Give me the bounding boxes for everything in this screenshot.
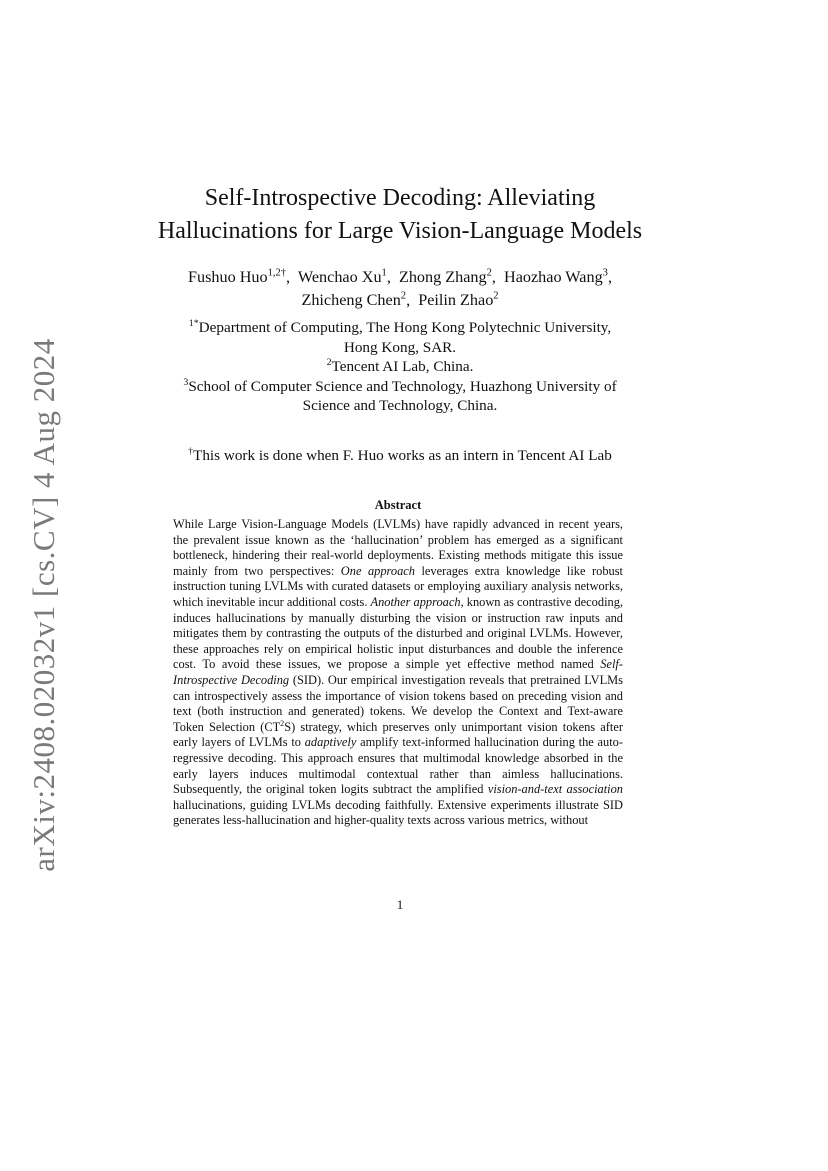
- intern-footnote: [130, 446, 670, 466]
- affiliation-1-cont: Hong Kong, SAR.: [343, 338, 457, 356]
- emphasis: adaptively: [304, 735, 357, 750]
- author-affil-mark: 2: [486, 267, 492, 279]
- affiliation-3: $^3$School of Computer Science and Technology, Huazhong University of: [183, 376, 617, 395]
- abstract-heading: Abstract: [374, 498, 422, 512]
- author-name: Zhicheng Chen: [301, 291, 401, 309]
- superscript: 2: [280, 718, 285, 728]
- author-name: Peilin Zhao: [418, 291, 494, 309]
- author-affil-mark: 2: [493, 290, 499, 302]
- affiliation-1: $^{1*}$Department of Computing, The Hong Kong Polytechnic University,: [188, 317, 612, 336]
- author-name: Haozhao Wang: [504, 268, 603, 286]
- author-name: Zhong Zhang: [398, 268, 487, 286]
- dagger-mark: †: [188, 445, 194, 457]
- emphasis: vision-and-text association: [487, 782, 623, 797]
- title-line-2: Hallucinations for Large Vision-Language Models: [157, 218, 643, 244]
- page-number: 1: [396, 897, 404, 912]
- footnote-text: This work is done when F. Huo works as an intern in Tencent AI Lab: [193, 447, 612, 464]
- affiliation-list: [130, 318, 670, 416]
- emphasis: Another approach: [370, 594, 461, 609]
- paper-title: [130, 182, 670, 248]
- author-affil-mark: 1,2†: [267, 267, 287, 279]
- author-name: Fushuo Huo: [188, 268, 268, 286]
- abstract-body: While Large Vision-Language Models (LVLMs) have rapidly advanced in recent years, the prevalent issue known as the ‘hallucination’ problem has emerged as a significant bottleneck, hindering their real-world deployments. Existing methods mitigate this issue mainly from two perspectives: One approach leverages extra knowledge like robust instruction tuning LVLMs with curated datasets or employing auxiliary analysis networks, which inevitable incur additional costs. Another approach, known as contrastive decoding, induces hallucinations by manually disturbing the vision or instruction raw inputs and mitigates them by contrasting the outputs of the disturbed and original LVLMs. However, these approaches rely on empirical holistic input disturbances and double the inference cost. To avoid these issues, we propose a simple yet effective method named Self-Introspective Decoding (SID). Our empirical investigation reveals that pretrained LVLMs can introspectively assess the importance of vision tokens based on preceding vision and text (both instruction and generated) tokens. We develop the Context and Text-aware Token Selection $(CT^2S)$ strategy, which preserves only unimportant vision tokens after early layers of LVLMs to adaptively amplify text-informed hallucination during the auto-regressive decoding. This approach ensures that multimodal knowledge absorbed in the early layers induces multimodal contextual rather than aimless hallucinations. Subsequently, the original token logits subtract the amplified vision-and-text association hallucinations, guiding LVLMs decoding faithfully. Extensive experiments illustrate SID generates less-hallucination and higher-quality texts across various metrics, without: [173, 517, 623, 828]
- arxiv-sidebar-stamp: [14, 338, 74, 872]
- emphasis: Self-Introspective Decoding: [173, 657, 623, 687]
- author-affil-mark: 2: [400, 290, 407, 302]
- affiliation-2: $^2$Tencent AI Lab, China.: [326, 356, 474, 375]
- author-list: Fushuo Huo$^{1,2\dagger}$, Wenchao Xu$^1$, Zhong Zhang$^2$, Haozhao Wang$^3$, Zhicheng Chen$^2$, Peilin Zhao$^2$: [188, 267, 612, 309]
- arxiv-identifier: arXiv:2408.02032v1 [cs.CV] 4 Aug 2024: [26, 338, 61, 872]
- affiliation-3-cont: Science and Technology, China.: [302, 397, 498, 414]
- author-affil-mark: 1: [381, 267, 387, 279]
- title-line-1: Self-Introspective Decoding: Alleviating: [204, 185, 596, 211]
- author-affil-mark: 3: [602, 267, 608, 279]
- emphasis: One approach: [340, 563, 415, 578]
- author-name: Wenchao Xu: [297, 268, 382, 286]
